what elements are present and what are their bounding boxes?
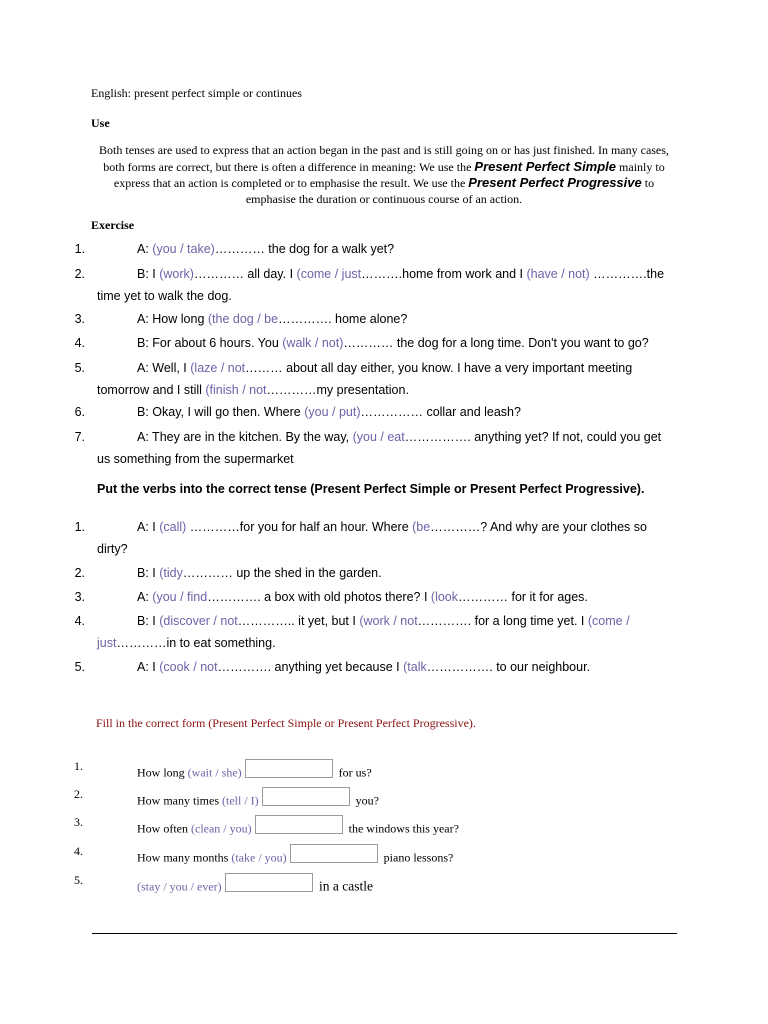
ex2-item-number: 3. (74, 590, 85, 604)
use-heading: Use (91, 116, 110, 130)
fill-item (137, 844, 453, 866)
sentence-text: A: I (137, 660, 160, 674)
task-heading: Put the verbs into the correct tense (Present Perfect Simple or Present Perfect Progressive). (97, 482, 645, 496)
intro-paragraph (91, 143, 677, 207)
sentence-text: B: I (137, 614, 160, 628)
verb-hint: (come / just (97, 614, 630, 650)
verb-hint: (you / eat (352, 430, 405, 444)
sentence-text: ……………. anything yet? If not, could you get us something from the supermarket (97, 430, 662, 466)
sentence-text: A: I (137, 520, 160, 534)
ex2-item-number: 4. (74, 614, 85, 628)
sentence-text: B: For about 6 hours. You (137, 336, 283, 350)
answer-input-4[interactable] (290, 844, 378, 863)
verb-hint: (cook / not (159, 660, 218, 674)
sentence-text: ………… up the shed in the garden. (182, 566, 382, 580)
sentence-text: …………for you for half an hour. Where (186, 520, 413, 534)
verb-hint: (you / find (152, 590, 208, 604)
intro-text-1: Both tenses are used to express that an action began in the past and is still going on or has just finished. In many cases, both forms are correct, but there is often a difference in meaning: We use the (99, 143, 669, 174)
sentence-text: …………. anything yet because I (217, 660, 404, 674)
sentence-text: …………… collar and leash? (360, 405, 521, 419)
sentence-text: …………? And why are your clothes so dirty? (97, 520, 647, 556)
fill-item-text: How many months (137, 850, 232, 865)
footer-divider (92, 933, 677, 934)
sentence-text: B: Okay, I will go then. Where (137, 405, 305, 419)
fill-item (137, 815, 459, 837)
term-present-perfect-progressive: Present Perfect Progressive (468, 175, 642, 190)
verb-hint: (the dog / be (207, 312, 279, 326)
verb-hint: (come / just (296, 267, 362, 281)
verb-hint: (you / take) (152, 242, 215, 256)
fill-item-text: How long (137, 765, 188, 780)
intro-text-2: mainly to express that an action is completed or to emphasise the result. We use the (113, 159, 665, 190)
answer-input-5[interactable] (225, 873, 313, 892)
fill-item-number: 4. (74, 844, 83, 858)
verb-hint: (laze / not (190, 361, 246, 375)
sentence-text: A: They are in the kitchen. By the way, (137, 430, 353, 444)
fill-item-tail: piano lessons? (380, 850, 454, 865)
sentence-text: A: Well, I (137, 361, 191, 375)
sentence-text: …………. home alone? (278, 312, 408, 326)
sentence-text: ………….. it yet, but I (237, 614, 360, 628)
ex1-item (97, 332, 677, 354)
ex1-item-number: 3. (74, 312, 85, 326)
ex2-item-number: 1. (74, 520, 85, 534)
sentence-text: A: (137, 242, 153, 256)
fill-item-tail: for us? (335, 765, 372, 780)
sentence-text: A: How long (137, 312, 208, 326)
verb-hint: (look (430, 590, 458, 604)
fill-item-hint: (take / you) (231, 850, 287, 865)
ex1-item (97, 426, 677, 470)
answer-input-2[interactable] (262, 787, 350, 806)
verb-hint: (work) (159, 267, 194, 281)
fill-item-hint: (clean / you) (191, 821, 252, 836)
ex1-item-number: 5. (74, 361, 85, 375)
fill-item-text: How often (137, 821, 191, 836)
sentence-text: ………… the dog for a long time. Don't you want to go? (343, 336, 649, 350)
ex2-item (97, 586, 677, 608)
sentence-text: B: I (137, 267, 160, 281)
fill-item-hint: (stay / you / ever) (137, 879, 222, 894)
verb-hint: (finish / not (205, 383, 267, 397)
document-title: English: present perfect simple or continues (91, 86, 302, 100)
sentence-text: ………….the time yet to walk the dog. (97, 267, 665, 303)
sentence-text: ……………. to our neighbour. (426, 660, 591, 674)
ex1-item-number: 4. (74, 336, 85, 350)
intro-text-3: to emphasise the duration or continuous course of an action. (245, 176, 655, 206)
fill-item-tail: you? (352, 793, 379, 808)
verb-hint: (talk (403, 660, 427, 674)
fill-item-text: How many times (137, 793, 222, 808)
sentence-text: …………. for a long time yet. I (417, 614, 588, 628)
sentence-text: …………in to eat something. (116, 636, 276, 650)
ex1-item-number: 6. (74, 405, 85, 419)
verb-hint: (discover / not (159, 614, 238, 628)
answer-input-3[interactable] (255, 815, 343, 834)
ex1-item (97, 238, 677, 260)
term-present-perfect-simple: Present Perfect Simple (474, 158, 617, 174)
verb-hint: (walk / not) (282, 336, 344, 350)
ex2-item-number: 5. (74, 660, 85, 674)
sentence-text: ………… for it for ages. (458, 590, 588, 604)
ex1-item (97, 308, 677, 330)
ex1-item-number: 7. (74, 430, 85, 444)
ex1-item-number: 1. (74, 242, 85, 256)
verb-hint: (be (412, 520, 431, 534)
fill-heading: Fill in the correct form (Present Perfect Simple or Present Perfect Progressive). (96, 716, 476, 730)
fill-item (137, 873, 373, 895)
sentence-text: ……….home from work and I (361, 267, 527, 281)
verb-hint: (work / not (359, 614, 418, 628)
ex1-item (97, 263, 677, 307)
ex1-item-number: 2. (74, 267, 85, 281)
verb-hint: (have / not) (526, 267, 590, 281)
fill-item-tail: the windows this year? (345, 821, 459, 836)
verb-hint: (call) (159, 520, 187, 534)
fill-item-number: 1. (74, 759, 83, 773)
sentence-text: …………my presentation. (266, 383, 409, 397)
answer-input-1[interactable] (245, 759, 333, 778)
sentence-text: ………… the dog for a walk yet? (214, 242, 395, 256)
fill-item-tail: in a castle (315, 878, 373, 894)
ex2-item (97, 610, 677, 654)
verb-hint: (tidy (159, 566, 183, 580)
ex2-item-number: 2. (74, 566, 85, 580)
fill-item-number: 3. (74, 815, 83, 829)
ex2-item (97, 562, 677, 584)
fill-item-number: 2. (74, 787, 83, 801)
fill-item-hint: (tell / I) (222, 793, 259, 808)
sentence-text: …………. a box with old photos there? I (207, 590, 431, 604)
sentence-text: B: I (137, 566, 160, 580)
fill-item-number: 5. (74, 873, 83, 887)
fill-item (137, 759, 372, 781)
verb-hint: (you / put) (304, 405, 361, 419)
ex1-item (97, 401, 677, 423)
sentence-text: A: (137, 590, 153, 604)
fill-item-hint: (wait / she) (187, 765, 242, 780)
sentence-text: ……… about all day either, you know. I have a very important meeting tomorrow and I still (97, 361, 633, 397)
exercise-heading: Exercise (91, 218, 135, 232)
ex1-item (97, 357, 677, 401)
sentence-text: ………… all day. I (193, 267, 297, 281)
ex2-item (97, 656, 677, 678)
ex2-item (97, 516, 677, 560)
fill-item (137, 787, 379, 809)
